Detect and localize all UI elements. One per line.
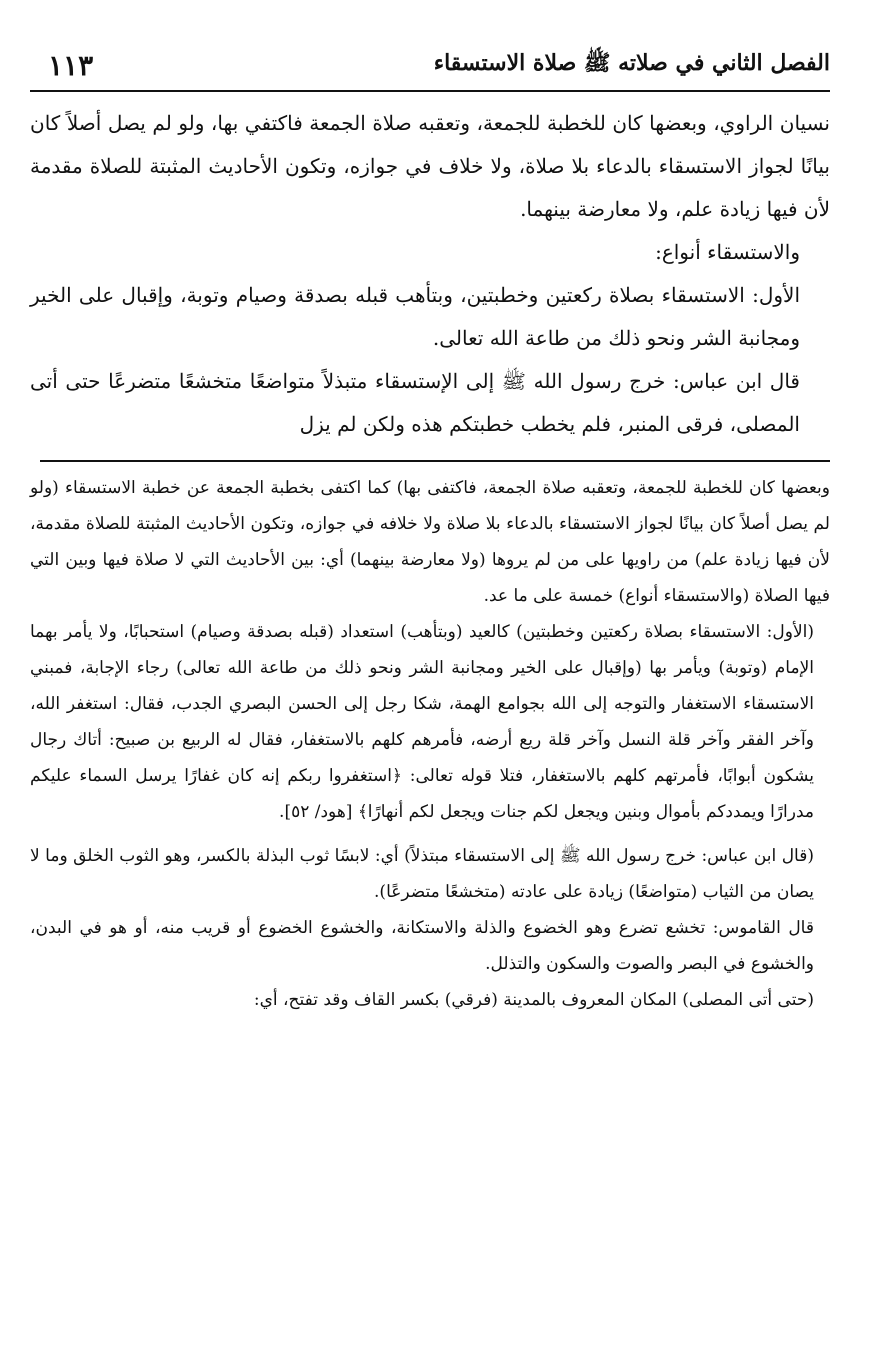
page-number: ١١٣ — [48, 48, 94, 82]
commentary-paragraph-2: (الأول: الاستسقاء بصلاة ركعتين وخطبتين) كالعيد (وبتأهب) استعداد (قبله بصدقة وصيام) استحبابًا، ولا يأمر بهما الإمام (وتوبة) ويأمر بها (وإقبال على الخير ومجانبة الشر ونحو ذلك من طاعة الله تعالى) رجاء الإجابة، فمبني الاستسقاء الاستغفار والتوجه إلى الله بجوامع الهمة، شكا رجل إلى الحسن البصري الجدب، فقال: استغفر الله، وآخر الفقر وآخر قلة النسل وآخر قلة ريع أرضه، فأمرهم كلهم بالاستغفار، فقال له الربيع بن صبيح: أتاك رجال يشكون أبوابًا، فأمرتهم كلهم بالاستغفار، فتلا قوله تعالى: ﴿استغفروا ربكم إنه كان غفارًا يرسل السماء عليكم مدرارًا ويمددكم بأموال وبنين ويجعل لكم جنات ويجعل لكم أنهارًا﴾ [هود/ ٥٢]. — [30, 622, 814, 822]
commentary-paragraph-5: (حتى أتى المصلى) المكان المعروف بالمدينة (فرقي) بكسر القاف وقد تفتح، أي: — [253, 990, 814, 1010]
commentary-paragraph-1: وبعضها كان للخطبة للجمعة، وتعقبه صلاة الجمعة، فاكتفى بها) كما اكتفى بخطبة الجمعة عن خطبة الاستسقاء (ولو لم يصل أصلاً كان بيانًا لجواز الاستسقاء بالدعاء بلا صلاة ولا خلافه في جوازه، وتكون الأحاديث المثبتة للصلاة مقدمة، لأن فيها زيادة علم) من راويها على من لم يروها (ولا معارضة بينهما) أي: بين الأحاديث التي لا صلاة فيها وبين التي فيها الصلاة (والاستسقاء أنواع) خمسة على ما عد. — [30, 478, 830, 606]
main-text — [30, 92, 830, 446]
chapter-title: الفصل الثاني في صلاته ﷺ صلاة الاستسقاء — [433, 50, 830, 76]
main-paragraph-3: الأول: الاستسقاء بصلاة ركعتين وخطبتين، وبتأهب قبله بصدقة وصيام وتوبة، وإقبال على الخير ومجانبة الشر ونحو ذلك من طاعة الله تعالى. — [30, 283, 800, 350]
page-header — [30, 40, 830, 92]
main-paragraph-2: والاستسقاء أنواع: — [655, 240, 800, 264]
main-paragraph-4: قال ابن عباس: خرج رسول الله ﷺ إلى الإستسقاء متبذلاً متواضعًا متخشعًا متضرعًا حتى أتى المصلى، فرقى المنبر، فلم يخطب خطبتكم هذه ولكن لم يزل — [30, 369, 800, 436]
commentary-paragraph-4: قال القاموس: تخشع تضرع وهو الخضوع والذلة والاستكانة، والخشوع الخضوع أو قريب منه، أو هو في البدن، والخشوع في البصر والصوت والسكون والتذلل. — [30, 918, 814, 974]
main-paragraph-1: نسيان الراوي، وبعضها كان للخطبة للجمعة، وتعقبه صلاة الجمعة فاكتفي بها، ولو لم يصل أصلاً كان بيانًا لجواز الاستسقاء بالدعاء بلا صلاة، ولا خلاف في جوازه، وتكون الأحاديث المثبتة للصلاة مقدمة لأن فيها زيادة علم، ولا معارضة بينهما. — [30, 111, 830, 221]
commentary — [30, 462, 830, 1018]
commentary-paragraph-3: (قال ابن عباس: خرج رسول الله ﷺ إلى الاستسقاء مبتذلاً) أي: لابسًا ثوب البذلة بالكسر، وهو الثوب الخلق وما لا يصان من الثياب (متواضعًا) زيادة على عادته (متخشعًا متضرعًا). — [30, 846, 814, 902]
book-page — [30, 40, 830, 1018]
